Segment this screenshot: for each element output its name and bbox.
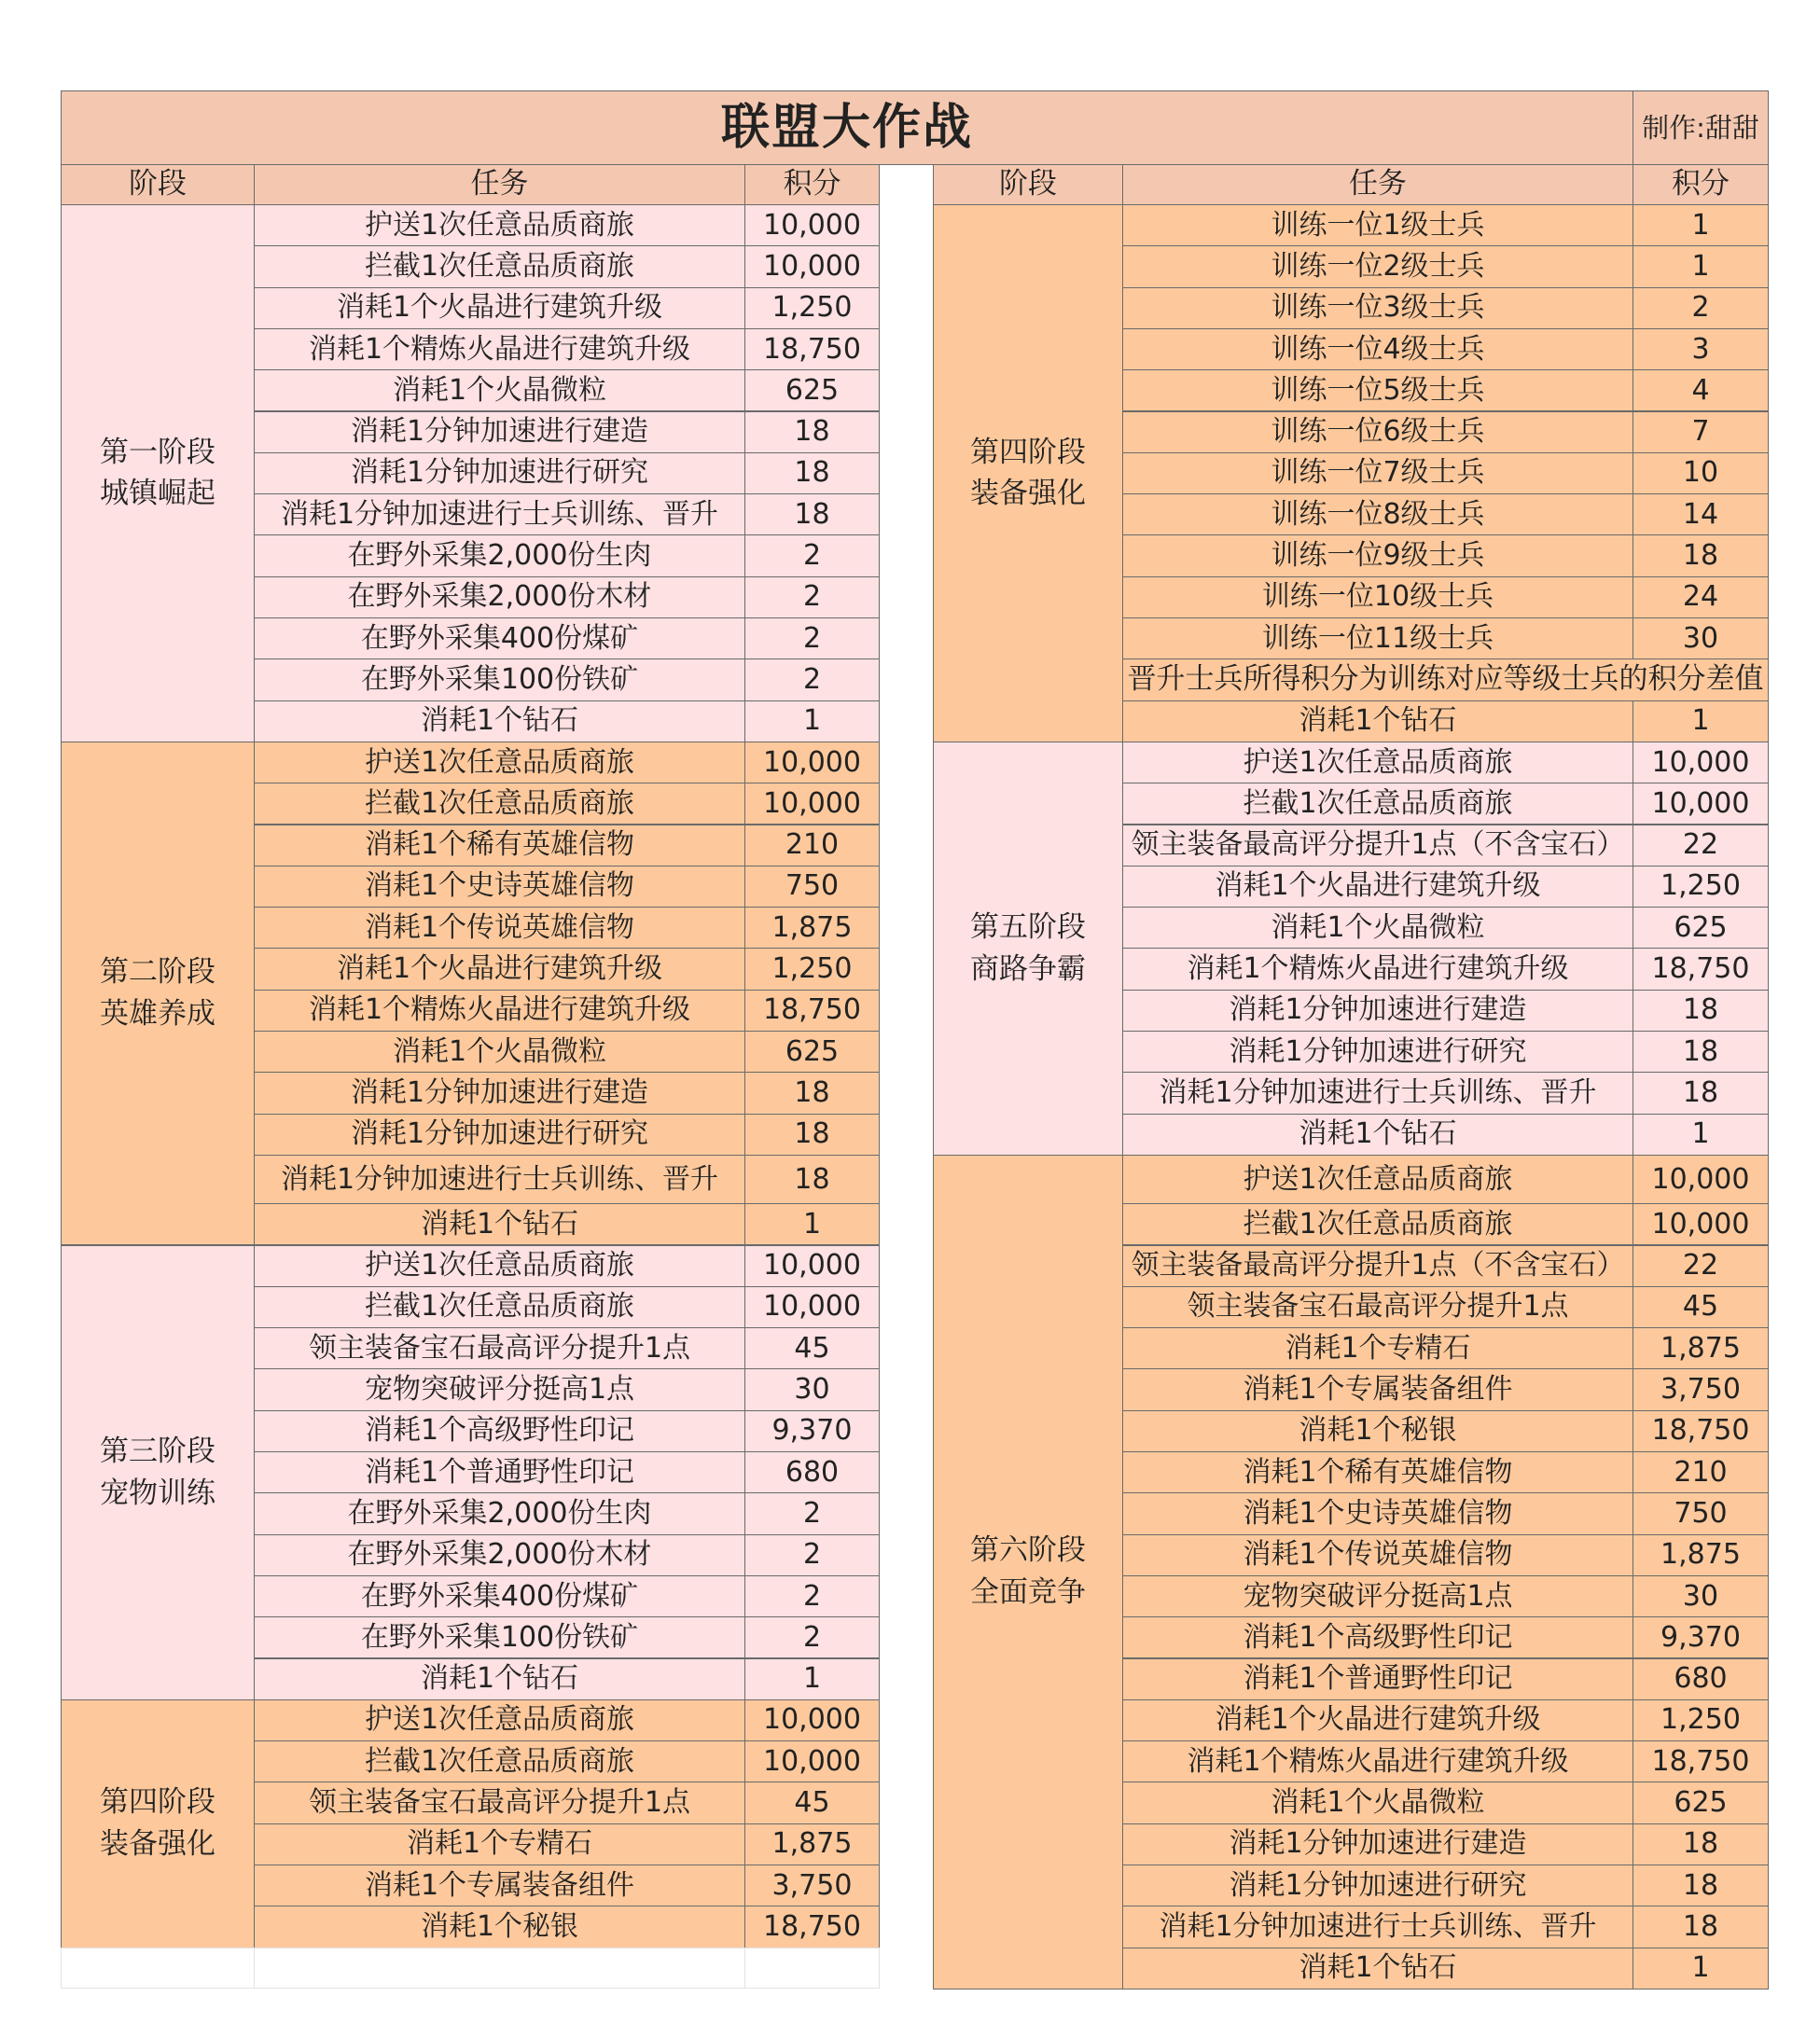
right-score-cell: 22 (1632, 1245, 1769, 1287)
left-task-cell: 消耗1分钟加速进行研究 (254, 452, 745, 494)
right-task-cell: 领主装备最高评分提升1点（不含宝石） (1122, 1245, 1633, 1287)
left-stage-1 (61, 204, 255, 742)
right-task-cell: 消耗1个专属装备组件 (1122, 1368, 1633, 1410)
right-score-cell: 10,000 (1632, 783, 1769, 825)
left-task-cell: 消耗1个专精石 (254, 1823, 745, 1865)
left-score-cell: 10,000 (744, 1286, 880, 1328)
right-score-cell: 22 (1632, 825, 1769, 866)
right-score-cell: 14 (1632, 493, 1769, 535)
left-score-cell: 2 (744, 617, 880, 659)
left-score-cell: 2 (744, 1492, 880, 1534)
right-task-cell: 训练一位10级士兵 (1122, 576, 1633, 618)
right-task-cell: 消耗1个火晶进行建筑升级 (1122, 1699, 1633, 1741)
right-task-cell: 消耗1个精炼火晶进行建筑升级 (1122, 948, 1633, 990)
right-task-cell: 训练一位6级士兵 (1122, 411, 1633, 453)
right-score-cell: 18 (1632, 1906, 1769, 1948)
right-task-cell: 消耗1个普通野性印记 (1122, 1658, 1633, 1700)
left-task-cell: 护送1次任意品质商旅 (254, 204, 745, 246)
right-score-cell: 18,750 (1632, 1410, 1769, 1452)
left-task-cell: 拦截1次任意品质商旅 (254, 1740, 745, 1782)
right-score-cell: 18 (1632, 534, 1769, 576)
stage-theme: 宠物训练 (100, 1476, 215, 1510)
left-empty-score (744, 1948, 880, 1989)
right-task-cell: 训练一位4级士兵 (1122, 328, 1633, 370)
left-task-cell: 在野外采集2,000份生肉 (254, 1492, 745, 1534)
left-score-cell: 1 (744, 700, 880, 742)
left-task-cell: 在野外采集100份铁矿 (254, 659, 745, 700)
right-header-stage: 阶段 (933, 164, 1123, 205)
left-task-cell: 消耗1个精炼火晶进行建筑升级 (254, 328, 745, 370)
right-score-cell: 18 (1632, 990, 1769, 1032)
left-empty-task (254, 1948, 745, 1989)
right-stage-2 (933, 742, 1123, 1156)
left-task-cell: 领主装备宝石最高评分提升1点 (254, 1327, 745, 1369)
right-score-cell: 7 (1632, 411, 1769, 453)
right-task-cell: 消耗1个钻石 (1122, 700, 1633, 742)
right-task-cell: 消耗1个火晶微粒 (1122, 907, 1633, 949)
left-score-cell: 18 (744, 1155, 880, 1204)
left-task-cell: 消耗1分钟加速进行士兵训练、晋升 (254, 493, 745, 535)
stage-name: 第一阶段 (100, 435, 215, 469)
left-empty-stage (61, 1948, 255, 1989)
right-score-cell: 1 (1632, 245, 1769, 287)
right-task-note: 晋升士兵所得积分为训练对应等级士兵的积分差值 (1122, 659, 1769, 700)
right-score-cell: 3,750 (1632, 1368, 1769, 1410)
right-score-cell: 1 (1632, 1114, 1769, 1156)
right-score-cell: 30 (1632, 617, 1769, 659)
left-task-cell: 拦截1次任意品质商旅 (254, 1286, 745, 1328)
stage-name: 第四阶段 (970, 435, 1086, 469)
right-score-cell: 1,250 (1632, 1699, 1769, 1741)
right-score-cell: 4 (1632, 369, 1769, 411)
left-score-cell: 45 (744, 1782, 880, 1823)
left-score-cell: 2 (744, 576, 880, 618)
left-score-cell: 10,000 (744, 204, 880, 246)
left-score-cell: 18 (744, 452, 880, 494)
left-score-cell: 1,875 (744, 907, 880, 949)
right-score-cell: 30 (1632, 1575, 1769, 1617)
stage-name: 第二阶段 (100, 955, 215, 990)
left-score-cell: 18 (744, 1072, 880, 1114)
right-task-cell: 消耗1个高级野性印记 (1122, 1616, 1633, 1658)
right-score-cell: 625 (1632, 1782, 1769, 1823)
left-score-cell: 680 (744, 1451, 880, 1493)
right-score-cell: 18 (1632, 1823, 1769, 1865)
left-score-cell: 1 (744, 1203, 880, 1245)
right-task-cell: 消耗1个专精石 (1122, 1327, 1633, 1369)
left-score-cell: 2 (744, 534, 880, 576)
right-task-cell: 消耗1个稀有英雄信物 (1122, 1451, 1633, 1493)
stage-name: 第五阶段 (970, 909, 1086, 944)
stage-name: 第四阶段 (100, 1785, 215, 1820)
left-task-cell: 消耗1个钻石 (254, 1203, 745, 1245)
right-task-cell: 消耗1分钟加速进行研究 (1122, 1865, 1633, 1906)
right-score-cell: 3 (1632, 328, 1769, 370)
right-task-cell: 训练一位11级士兵 (1122, 617, 1633, 659)
stage-theme: 全面竞争 (970, 1575, 1086, 1610)
left-task-cell: 消耗1个专属装备组件 (254, 1865, 745, 1906)
left-task-cell: 在野外采集400份煤矿 (254, 617, 745, 659)
right-task-cell: 拦截1次任意品质商旅 (1122, 783, 1633, 825)
left-task-cell: 护送1次任意品质商旅 (254, 742, 745, 783)
left-score-cell: 10,000 (744, 1699, 880, 1741)
right-task-cell: 消耗1分钟加速进行士兵训练、晋升 (1122, 1906, 1633, 1948)
left-score-cell: 18,750 (744, 328, 880, 370)
left-score-cell: 30 (744, 1368, 880, 1410)
left-header-stage: 阶段 (61, 164, 255, 205)
left-score-cell: 1,250 (744, 287, 880, 329)
right-task-cell: 护送1次任意品质商旅 (1122, 742, 1633, 783)
right-score-cell: 9,370 (1632, 1616, 1769, 1658)
right-task-cell: 消耗1分钟加速进行建造 (1122, 990, 1633, 1032)
left-score-cell: 10,000 (744, 783, 880, 825)
left-score-cell: 2 (744, 1534, 880, 1576)
left-score-cell: 18 (744, 493, 880, 535)
stage-theme: 装备强化 (970, 477, 1086, 511)
left-score-cell: 3,750 (744, 1865, 880, 1906)
left-score-cell: 2 (744, 659, 880, 700)
left-score-cell: 18 (744, 411, 880, 453)
right-task-cell: 消耗1个钻石 (1122, 1114, 1633, 1156)
right-task-cell: 训练一位5级士兵 (1122, 369, 1633, 411)
left-score-cell: 45 (744, 1327, 880, 1369)
right-task-cell: 宠物突破评分挺高1点 (1122, 1575, 1633, 1617)
author-credit: 制作:甜甜 (1632, 90, 1769, 165)
left-task-cell: 消耗1个火晶微粒 (254, 1031, 745, 1073)
stage-name: 第六阶段 (970, 1533, 1086, 1568)
left-task-cell: 在野外采集2,000份生肉 (254, 534, 745, 576)
right-task-cell: 消耗1个秘银 (1122, 1410, 1633, 1452)
right-score-cell: 10,000 (1632, 1155, 1769, 1204)
sheet-title: 联盟大作战 (61, 90, 1633, 165)
left-task-cell: 消耗1个稀有英雄信物 (254, 825, 745, 866)
right-task-cell: 训练一位1级士兵 (1122, 204, 1633, 246)
left-score-cell: 2 (744, 1616, 880, 1658)
right-task-cell: 消耗1个精炼火晶进行建筑升级 (1122, 1740, 1633, 1782)
left-score-cell: 10,000 (744, 742, 880, 783)
stage-name: 第三阶段 (100, 1434, 215, 1468)
left-task-cell: 消耗1个秘银 (254, 1906, 745, 1948)
right-score-cell: 210 (1632, 1451, 1769, 1493)
left-task-cell: 护送1次任意品质商旅 (254, 1245, 745, 1287)
right-score-cell: 10,000 (1632, 742, 1769, 783)
left-task-cell: 护送1次任意品质商旅 (254, 1699, 745, 1741)
right-score-cell: 10 (1632, 452, 1769, 494)
right-score-cell: 10,000 (1632, 1203, 1769, 1245)
right-score-cell: 45 (1632, 1286, 1769, 1328)
right-task-cell: 护送1次任意品质商旅 (1122, 1155, 1633, 1204)
left-task-cell: 消耗1分钟加速进行建造 (254, 1072, 745, 1114)
left-task-cell: 拦截1次任意品质商旅 (254, 245, 745, 287)
right-score-cell: 1,875 (1632, 1327, 1769, 1369)
left-score-cell: 1,250 (744, 948, 880, 990)
right-task-cell: 拦截1次任意品质商旅 (1122, 1203, 1633, 1245)
left-score-cell: 10,000 (744, 1245, 880, 1287)
left-task-cell: 拦截1次任意品质商旅 (254, 783, 745, 825)
right-task-cell: 训练一位3级士兵 (1122, 287, 1633, 329)
right-task-cell: 消耗1个钻石 (1122, 1948, 1633, 1989)
left-score-cell: 1 (744, 1658, 880, 1700)
left-score-cell: 1,875 (744, 1823, 880, 1865)
left-score-cell: 9,370 (744, 1410, 880, 1452)
right-task-cell: 消耗1个史诗英雄信物 (1122, 1492, 1633, 1534)
left-task-cell: 消耗1个火晶进行建筑升级 (254, 287, 745, 329)
left-task-cell: 消耗1个高级野性印记 (254, 1410, 745, 1452)
left-stage-3 (61, 1245, 255, 1700)
stage-theme: 城镇崛起 (100, 477, 215, 511)
left-score-cell: 18,750 (744, 990, 880, 1032)
right-score-cell: 1 (1632, 1948, 1769, 1989)
left-score-cell: 10,000 (744, 1740, 880, 1782)
left-score-cell: 10,000 (744, 245, 880, 287)
left-stage-4 (61, 1699, 255, 1948)
right-score-cell: 24 (1632, 576, 1769, 618)
right-score-cell: 18 (1632, 1865, 1769, 1906)
right-score-cell: 18 (1632, 1072, 1769, 1114)
left-task-cell: 消耗1分钟加速进行建造 (254, 411, 745, 453)
left-header-score: 积分 (744, 164, 880, 205)
right-task-cell: 消耗1分钟加速进行建造 (1122, 1823, 1633, 1865)
stage-theme: 英雄养成 (100, 997, 215, 1032)
left-score-cell: 2 (744, 1575, 880, 1617)
right-stage-1 (933, 204, 1123, 742)
right-header-score: 积分 (1632, 164, 1769, 205)
left-header-task: 任务 (254, 164, 745, 205)
left-task-cell: 消耗1个精炼火晶进行建筑升级 (254, 990, 745, 1032)
right-score-cell: 18,750 (1632, 1740, 1769, 1782)
left-task-cell: 消耗1分钟加速进行士兵训练、晋升 (254, 1155, 745, 1204)
left-task-cell: 消耗1个钻石 (254, 700, 745, 742)
right-task-cell: 领主装备最高评分提升1点（不含宝石） (1122, 825, 1633, 866)
right-score-cell: 750 (1632, 1492, 1769, 1534)
right-task-cell: 消耗1分钟加速进行研究 (1122, 1031, 1633, 1073)
right-task-cell: 消耗1个火晶进行建筑升级 (1122, 866, 1633, 908)
right-score-cell: 680 (1632, 1658, 1769, 1700)
right-task-cell: 训练一位7级士兵 (1122, 452, 1633, 494)
right-score-cell: 18,750 (1632, 948, 1769, 990)
left-stage-2 (61, 742, 255, 1246)
left-score-cell: 625 (744, 369, 880, 411)
right-task-cell: 消耗1个传说英雄信物 (1122, 1534, 1633, 1576)
right-score-cell: 1 (1632, 204, 1769, 246)
right-score-cell: 625 (1632, 907, 1769, 949)
left-score-cell: 625 (744, 1031, 880, 1073)
right-score-cell: 18 (1632, 1031, 1769, 1073)
right-task-cell: 领主装备宝石最高评分提升1点 (1122, 1286, 1633, 1328)
left-task-cell: 消耗1分钟加速进行研究 (254, 1114, 745, 1156)
left-task-cell: 领主装备宝石最高评分提升1点 (254, 1782, 745, 1823)
right-task-cell: 训练一位9级士兵 (1122, 534, 1633, 576)
right-score-cell: 2 (1632, 287, 1769, 329)
right-score-cell: 1,875 (1632, 1534, 1769, 1576)
right-score-cell: 1,250 (1632, 866, 1769, 908)
right-header-task: 任务 (1122, 164, 1633, 205)
right-score-cell: 1 (1632, 700, 1769, 742)
left-task-cell: 在野外采集2,000份木材 (254, 576, 745, 618)
left-task-cell: 消耗1个史诗英雄信物 (254, 866, 745, 908)
left-task-cell: 宠物突破评分挺高1点 (254, 1368, 745, 1410)
right-task-cell: 训练一位2级士兵 (1122, 245, 1633, 287)
left-task-cell: 消耗1个火晶进行建筑升级 (254, 948, 745, 990)
stage-theme: 装备强化 (100, 1827, 215, 1862)
right-task-cell: 消耗1分钟加速进行士兵训练、晋升 (1122, 1072, 1633, 1114)
right-task-cell: 训练一位8级士兵 (1122, 493, 1633, 535)
left-score-cell: 18 (744, 1114, 880, 1156)
left-task-cell: 消耗1个普通野性印记 (254, 1451, 745, 1493)
left-task-cell: 在野外采集400份煤矿 (254, 1575, 745, 1617)
left-score-cell: 210 (744, 825, 880, 866)
stage-theme: 商路争霸 (970, 951, 1086, 986)
right-task-cell: 消耗1个火晶微粒 (1122, 1782, 1633, 1823)
left-task-cell: 消耗1个火晶微粒 (254, 369, 745, 411)
left-task-cell: 在野外采集100份铁矿 (254, 1616, 745, 1658)
left-score-cell: 18,750 (744, 1906, 880, 1948)
left-score-cell: 750 (744, 866, 880, 908)
left-task-cell: 在野外采集2,000份木材 (254, 1534, 745, 1576)
left-task-cell: 消耗1个钻石 (254, 1658, 745, 1700)
left-task-cell: 消耗1个传说英雄信物 (254, 907, 745, 949)
right-stage-3 (933, 1155, 1123, 1989)
